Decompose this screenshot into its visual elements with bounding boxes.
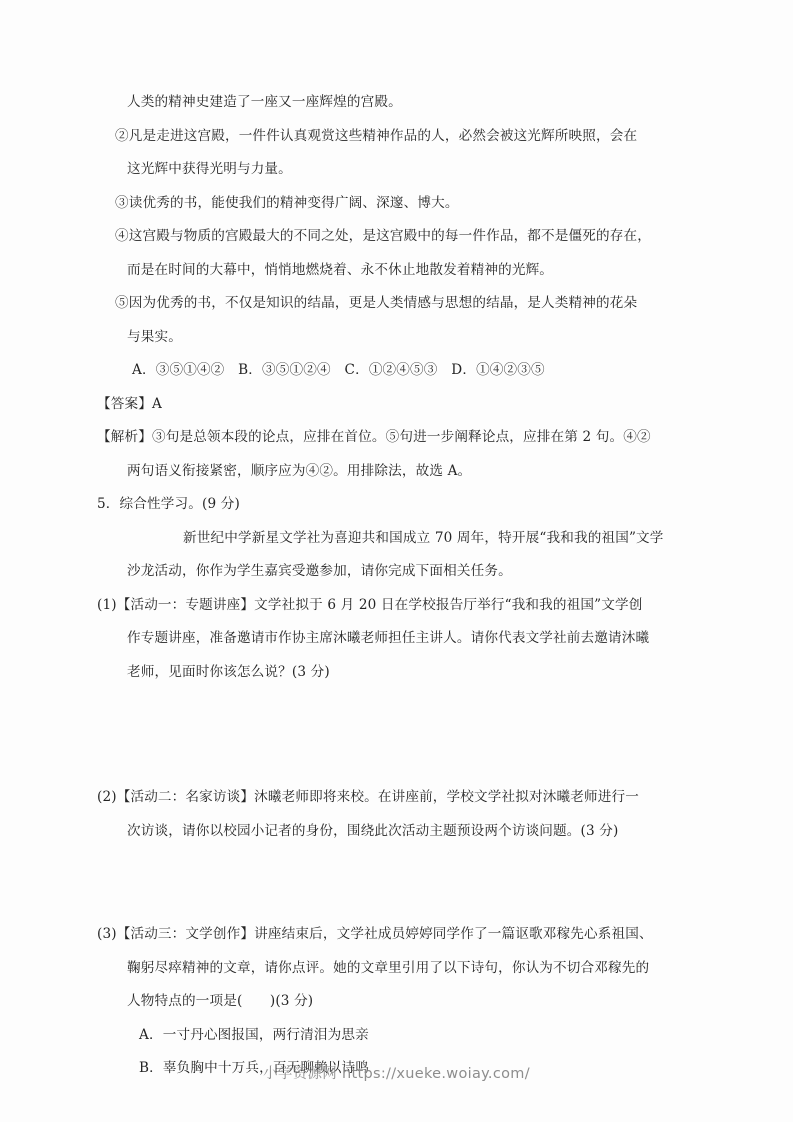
item1-answer-space[interactable] — [97, 689, 689, 781]
item3-option-b[interactable]: B．辜负胸中十万兵，百无聊赖以诗鸣 — [139, 1060, 370, 1076]
passage-line-1: 人类的精神史建造了一座又一座辉煌的宫殿。 — [127, 94, 402, 110]
passage-line-5: ④这宫殿与物质的宫殿最大的不同之处，是这宫殿中的每一件作品，都不是僵死的存在， — [115, 228, 652, 244]
passage-line-3: 这光辉中获得光明与力量。 — [127, 161, 292, 177]
item3-line-3: 人物特点的一项是( )(3 分) — [127, 993, 314, 1009]
question5-lead-line-1: 新世纪中学新星文学社为喜迎共和国成立 70 周年，特开展“我和我的祖国”文学 — [183, 529, 664, 546]
item2-line-1: (2)【活动二：名家访谈】沐曦老师即将来校。在讲座前，学校文学社拟对沐曦老师进行一 — [97, 789, 639, 805]
question5-item-2 — [97, 781, 689, 918]
item3-line-1: (3)【活动三：文学创作】讲座结束后，文学社成员婷婷同学作了一篇讴歌邓稼先心系祖国、 — [97, 926, 653, 942]
choice-options-line[interactable]: A．③⑤①④② B．③⑤①②④ C．①②④⑤③ D．①④②③⑤ — [132, 362, 545, 378]
passage-block — [97, 86, 689, 354]
analysis-line-1: 【解析】③句是总领本段的论点，应排在首位。⑤句进一步阐释论点，应排在第 2 句。④② — [97, 429, 651, 445]
item3-line-2: 鞠躬尽瘁精神的文章，请你点评。她的文章里引用了以下诗句，你认为不切合邓稼先的 — [127, 959, 650, 976]
analysis-line-2: 两句语义衔接紧密，顺序应为④②。用排除法，故选 A。 — [127, 462, 472, 479]
passage-line-2: ②凡是走进这宫殿，一件件认真观赏这些精神作品的人，必然会被这光辉所映照，会在 — [115, 127, 638, 144]
page-content — [97, 86, 689, 1086]
passage-line-7: ⑤因为优秀的书，不仅是知识的结晶，更是人类情感与思想的结晶，是人类精神的花朵 — [115, 295, 638, 311]
item3-option-a[interactable]: A．一寸丹心图报国，两行清泪为思亲 — [139, 1026, 369, 1043]
passage-line-6: 而是在时间的大幕中，悄悄地燃烧着、永不休止地散发着精神的光辉。 — [127, 261, 554, 278]
question5-lead-line-2: 沙龙活动，你作为学生嘉宾受邀参加，请你完成下面相关任务。 — [127, 563, 512, 579]
item2-line-2: 次访谈，请你以校园小记者的身份，围绕此次活动主题预设两个访谈问题。(3 分) — [127, 822, 619, 839]
item1-line-2: 作专题讲座，准备邀请市作协主席沐曦老师担任主讲人。请你代表文学社前去邀请沐曦 — [127, 630, 650, 646]
item1-line-1: (1)【活动一：专题讲座】文学社拟于 6 月 20 日在学校报告厅举行“我和我的祖国”文学创 — [97, 596, 643, 613]
footer-watermark: 小学资源网 https://xueke.woiay.com/ — [263, 1066, 530, 1082]
passage-line-4: ③读优秀的书，能使我们的精神变得广阔、深邃、博大。 — [115, 194, 459, 211]
question5-heading: 5．综合性学习。(9 分) — [97, 496, 240, 512]
item1-line-3: 老师，见面时你该怎么说？(3 分) — [127, 663, 330, 680]
question5-item-1 — [97, 589, 689, 782]
passage-line-8: 与果实。 — [127, 328, 182, 345]
item2-answer-space[interactable] — [97, 848, 689, 918]
question5-item-3 — [97, 918, 689, 1086]
answer-line: 【答案】A — [97, 395, 162, 412]
